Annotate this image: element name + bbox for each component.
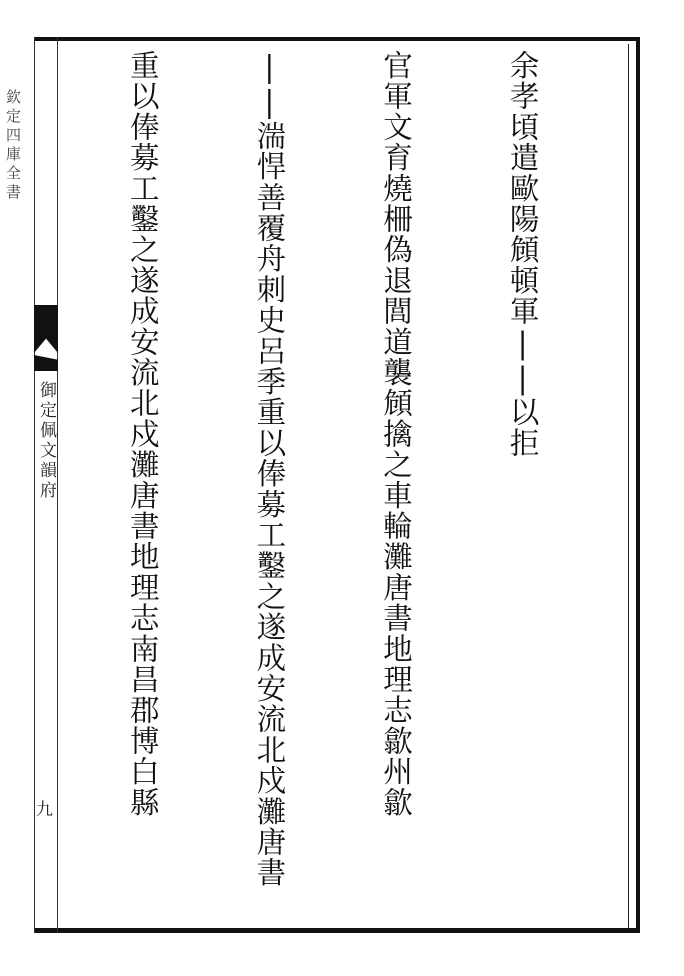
- margin-top-text: 欽定四庫全書: [4, 89, 22, 203]
- text-column: 重以俸募工鑿之遂成安流北戍灘唐書地理志南昌郡博白縣: [125, 50, 160, 818]
- fishtail-mark: [34, 305, 58, 353]
- page-margin: [0, 37, 58, 933]
- page-number: 九: [36, 800, 53, 820]
- right-border: [636, 37, 640, 933]
- right-inner-border: [628, 44, 629, 928]
- text-column: ||湍悍善覆舟刺史呂季重以俸募工鑿之遂成安流北戍灘唐書: [252, 50, 287, 888]
- text-column: 余孝頃遣歐陽頠頓軍||以拒: [505, 50, 540, 459]
- text-column: 官軍文育燒柵偽退閭道襲頠擒之車輪灘唐書地理志歙州歙: [378, 50, 413, 818]
- main-text: [58, 50, 628, 925]
- top-border: [34, 37, 638, 41]
- book-title: 御定佩文韻府: [36, 381, 56, 501]
- fishtail-mark-lower: [34, 355, 58, 371]
- bottom-border: [34, 928, 638, 933]
